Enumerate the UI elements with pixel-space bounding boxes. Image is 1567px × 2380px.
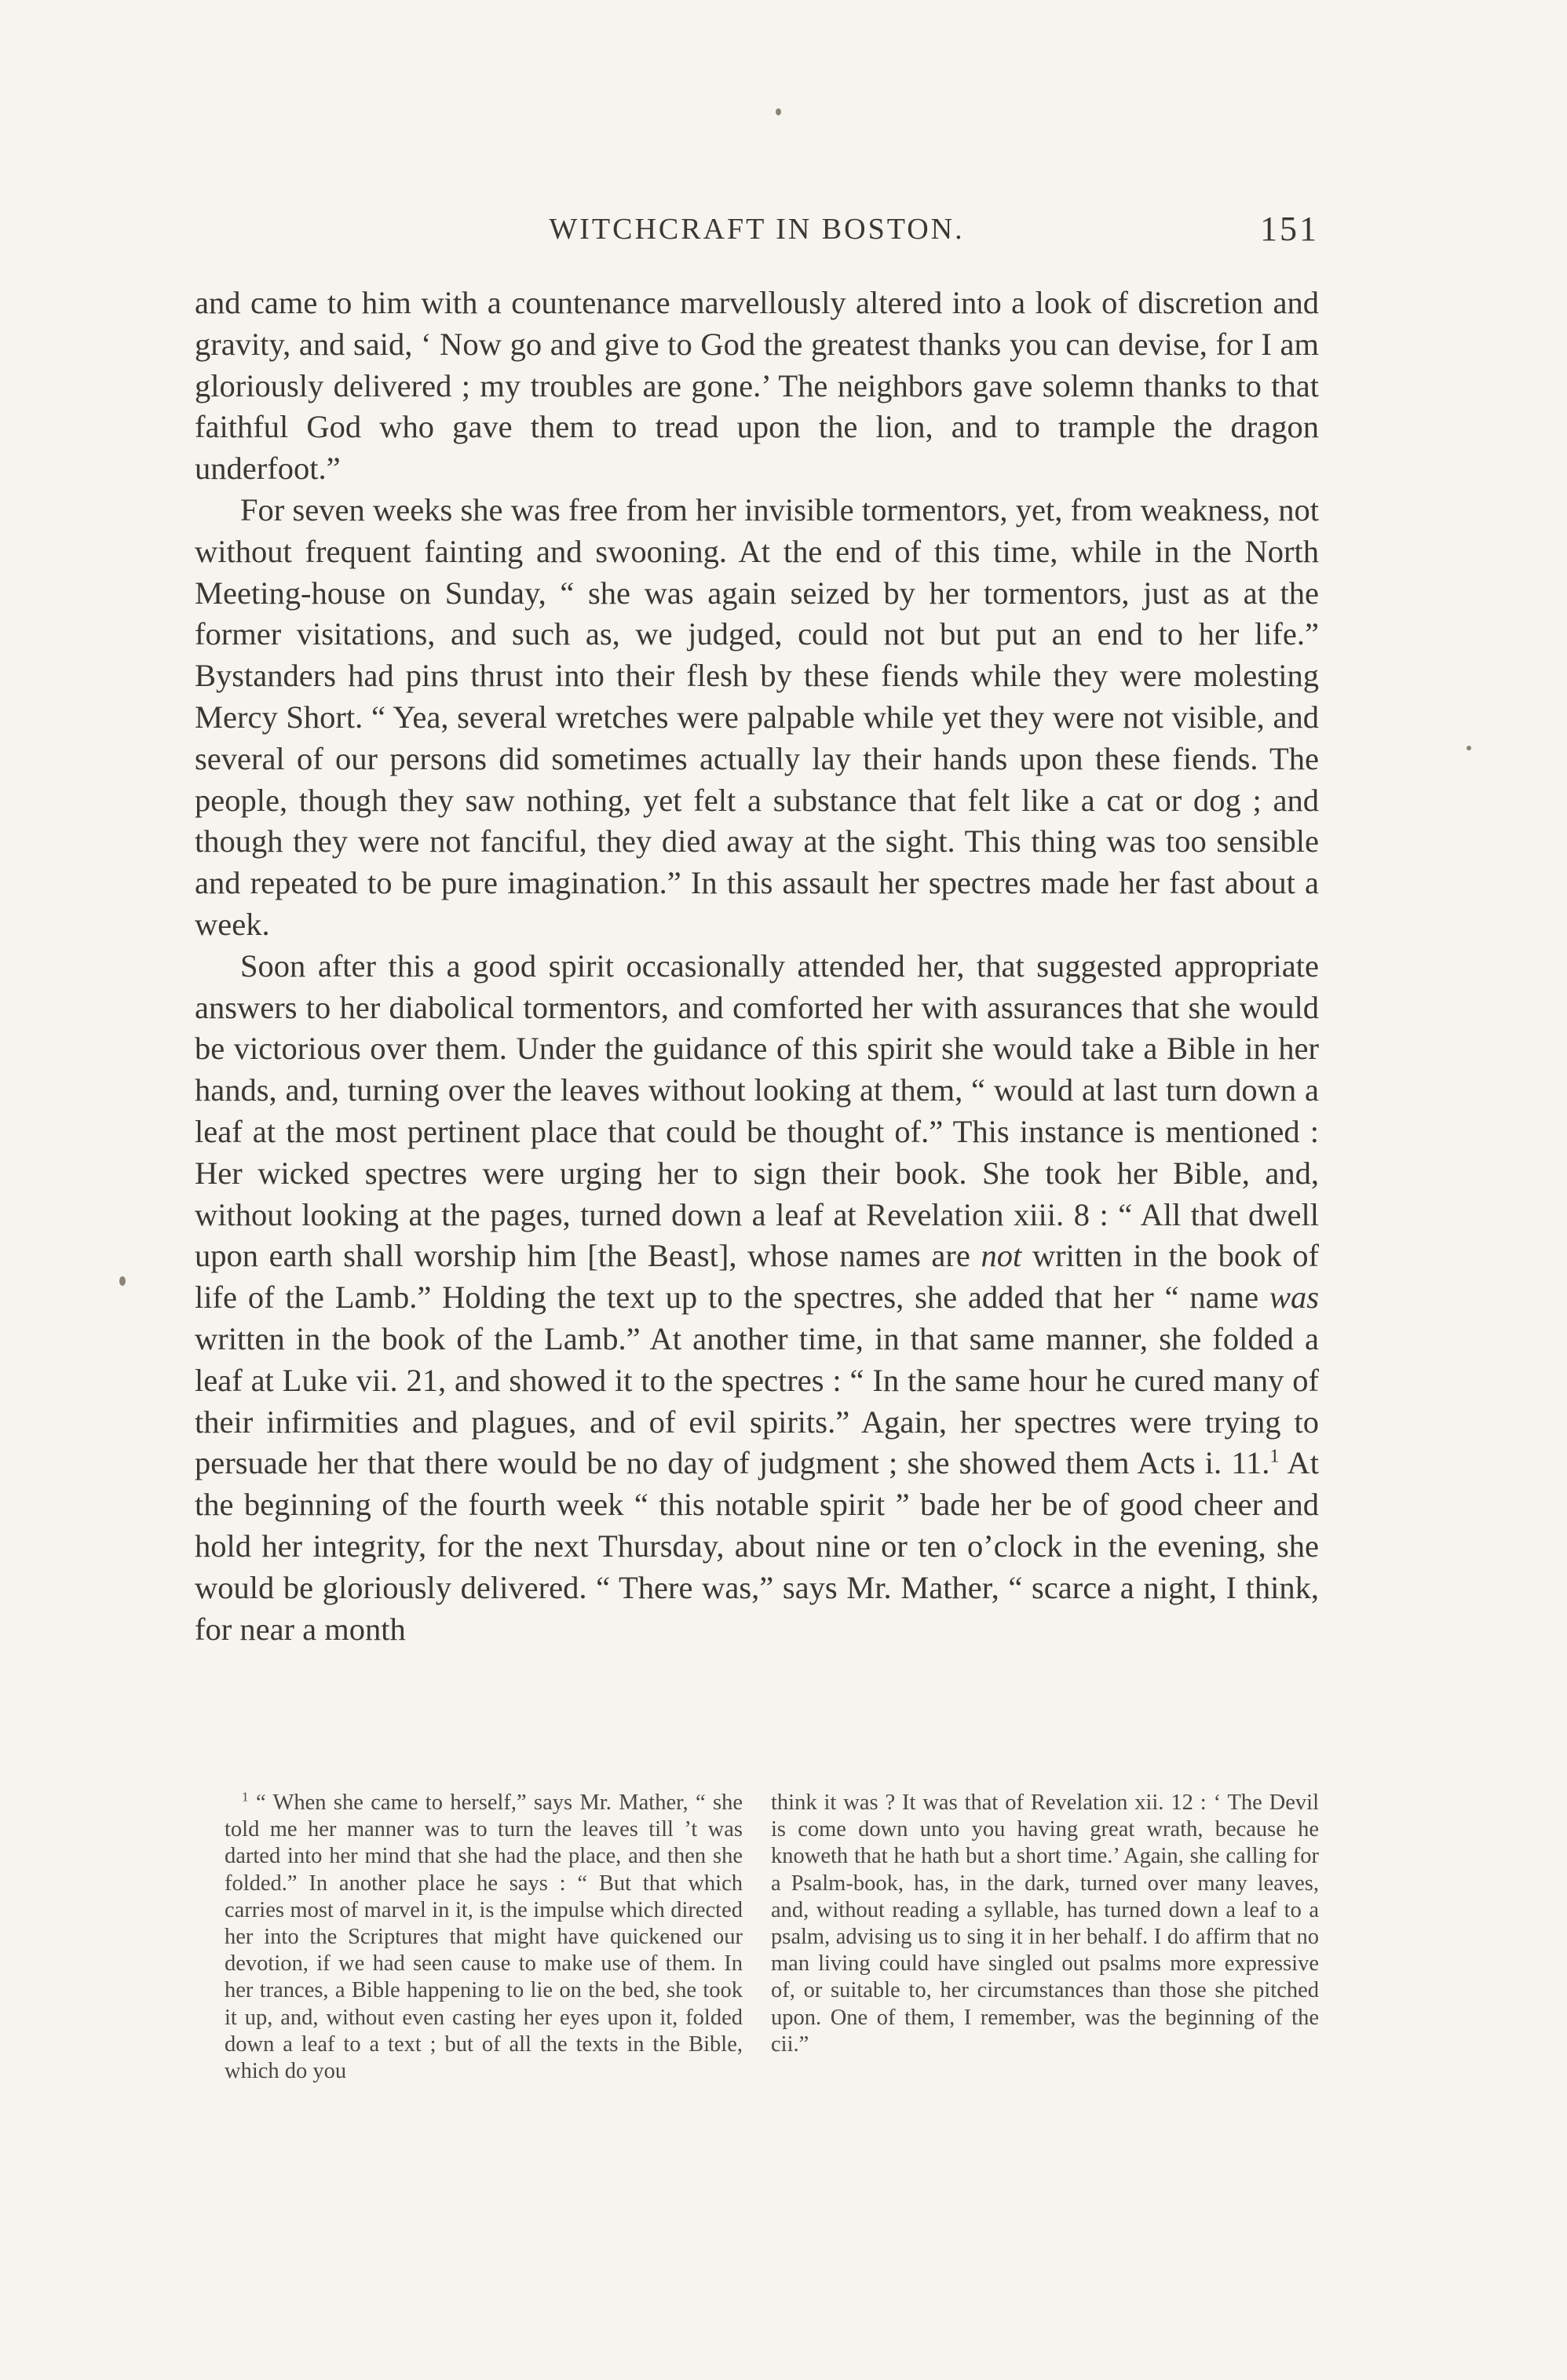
paper-speck: [776, 108, 781, 115]
footnote-column-right: [771, 1790, 1319, 2058]
paragraph-text: Soon after this a good spirit occasionally attended her, that suggested appropriate answers to her diabolical tormentors, and comforted her with assurances that she would be victorious over them. Under the guidance of this spirit she would take a Bible in her hands, and, turning over the leaves without looking at them, “ would at last turn down a leaf at the most pertinent place that could be thought of.” This instance is mentioned : Her wicked spectres were urging her to sign their book. She took her Bible, and, without looking at the pages, turned down a leaf at Revelation xiii. 8 : “ All that dwell upon earth shall worship him [the Beast], whose names are: [195, 947, 1319, 1274]
paragraph: and came to him with a countenance marvellously altered into a look of discretion and gravity, and said, ‘ Now go and give to God the greatest thanks you can devise, for I am gloriously delivered ; my troubles are gone.’ The neighbors gave solemn thanks to that faithful God who gave them to tread upon the lion, and to trample the dragon underfoot.”: [195, 285, 1319, 487]
footnote-marker: 1: [242, 1789, 249, 1805]
footnote-text: think it was ? It was that of Revelation xii. 12 : ‘ The Devil is come down unto you having great wrath, because he knoweth that he hath but a short time.’ Again, she calling for a Psalm-book, has, in the dark, turned over many leaves, and, without reading a syllable, has turned down a leaf to a psalm, advising us to sing it in her behalf. I do affirm that no man living could have singled out psalms more expressive of, or suitable to, her circumstances than those she pitched upon. One of them, I remember, was the beginning of the cii.”: [771, 1790, 1319, 2057]
paragraph: [195, 946, 1319, 1651]
paper-speck: [1467, 746, 1471, 750]
page-number: 151: [1260, 210, 1319, 248]
footnote-text: “ When she came to herself,” says Mr. Mather, “ she told me her manner was to turn the leaves till ’t was darted into her mind that she had the place, and then she folded.” In another place he says : “ But that which carries most of marvel in it, is the impulse which directed her into the Scriptures that might have quickened our devotion, if we had seen cause to make use of them. In her trances, a Bible happening to lie on the bed, she took it up, and, without even casting her eyes upon it, folded down a leaf to a text ; but of all the texts in the Bible, which do you: [225, 1790, 743, 2084]
italic-word: not: [981, 1238, 1022, 1274]
body-text: [195, 283, 1319, 1650]
italic-word: was: [1269, 1279, 1319, 1316]
paragraph: For seven weeks she was free from her invisible tormentors, yet, from weakness, not without frequent fainting and swooning. At the end of this time, while in the North Meeting-house on Sunday, “ she was again seized by her tormentors, just as at the former visitations, and such as, we judged, could not but put an end to her life.” Bystanders had pins thrust into their flesh by these fiends while they were molesting Mercy Short. “ Yea, several wretches were palpable while yet they were not visible, and several of our persons did sometimes actually lay their hands upon these fiends. The people, though they saw nothing, yet felt a substance that felt like a cat or dog ; and though they were not fanciful, they died away at the sight. This thing was too sensible and repeated to be pure imagination.” In this assault her spectres made her fast about a week.: [195, 491, 1319, 942]
paragraph-text: written in the book of life of the Lamb.” Holding the text up to the spectres, she added that her “ name: [195, 1238, 1320, 1316]
page-header: [195, 206, 1319, 253]
footnote-reference: 1: [1269, 1445, 1280, 1467]
footnotes: [195, 1790, 1319, 2166]
paragraph-text: At the beginning of the fourth week “ this notable spirit ” bade her be of good cheer and hold her integrity, for the next Thursday, about nine or ten o’clock in the evening, she would be gloriously delivered. “ There was,” says Mr. Mather, “ scarce a night, I think, for near a month: [195, 1445, 1319, 1647]
footnote-column-left: [225, 1790, 743, 2085]
paragraph-text: written in the book of the Lamb.” At another time, in that same manner, she folded a leaf at Luke vii. 21, and showed it to the spectres : “ In the same hour he cured many of their infirmities and plagues, and of evil spirits.” Again, her spectres were trying to persuade her that there would be no day of judgment ; she showed them Acts i. 11.: [195, 1320, 1319, 1481]
running-title: WITCHCRAFT IN BOSTON.: [549, 213, 965, 246]
paper-speck: [119, 1276, 126, 1286]
